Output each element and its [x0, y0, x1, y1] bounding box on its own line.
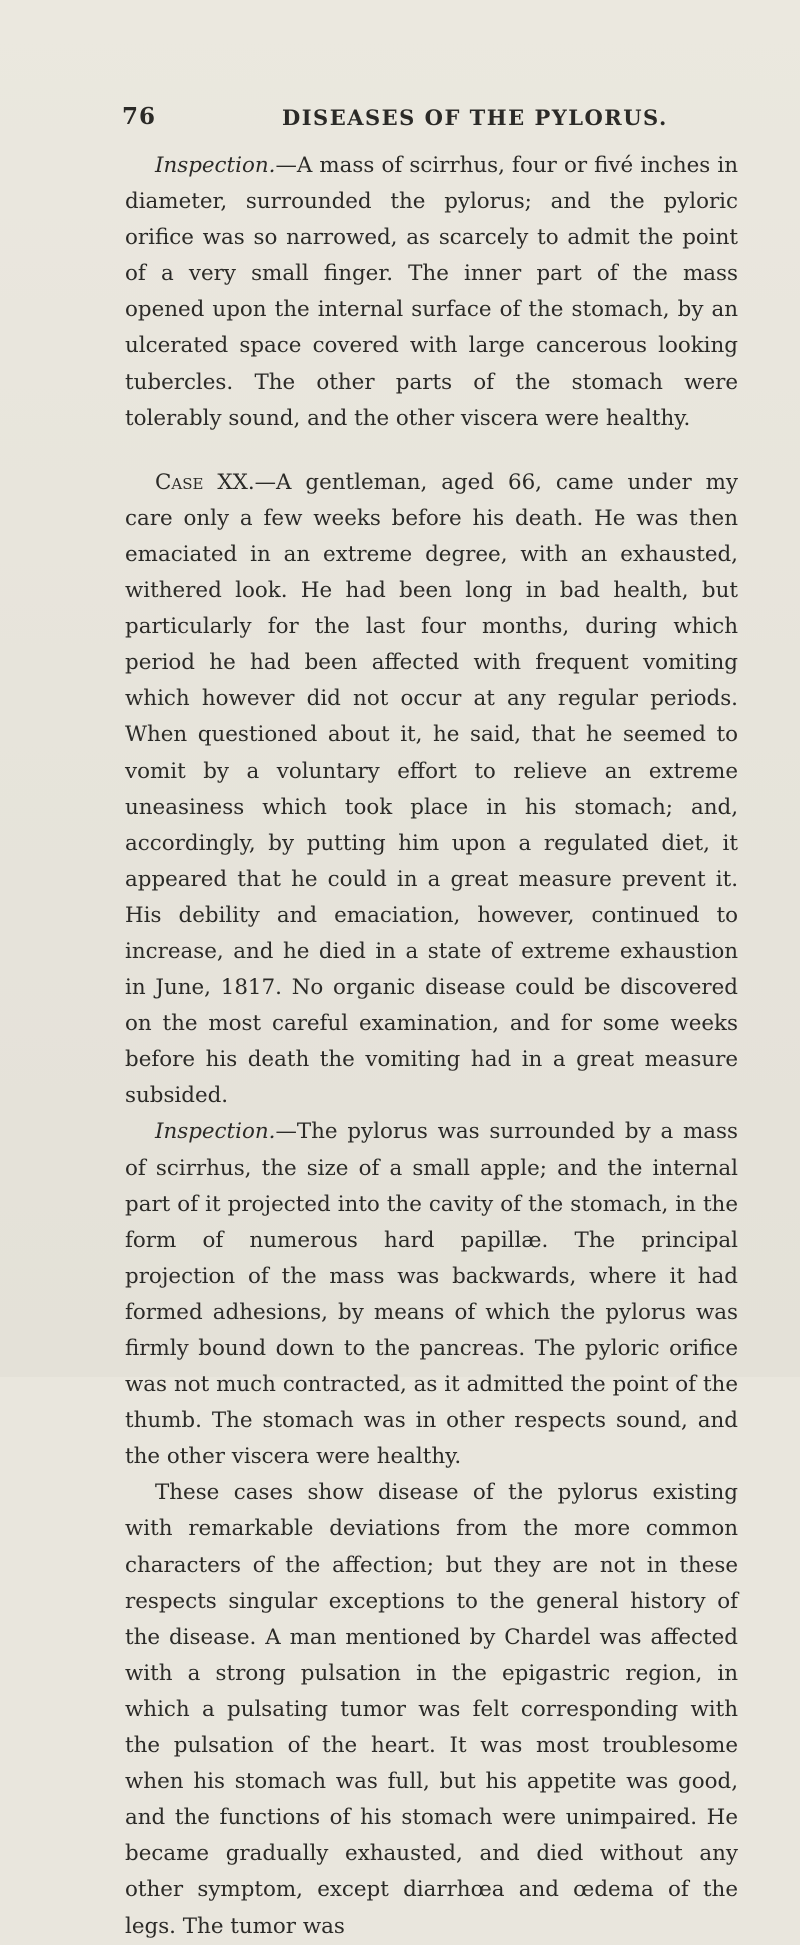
paragraph-lead: Inspection. — [155, 1119, 276, 1145]
paragraph-case-xx — [125, 465, 738, 1115]
paragraph-text: —A gentleman, aged 66, came under my care only a few weeks before his death. He was then emaciated in an extreme degree, with an exhausted, withered look. He had been long in bad health, but particularly for the last four months, during which period he had been affected with frequent vomiting which however did not occur at any regular periods. When questioned about it, he said, that he seemed to vomit by a voluntary effort to relieve an extreme uneasiness which took place in his stomach; and, accordingly, by putting him upon a regulated diet, it appeared that he could in a great measure prevent it. His debility and emaciation, however, continued to increase, and he died in a state of extreme exhaustion in June, 1817. No organic disease could be discovered on the most careful examination, and for some weeks before his death the vomiting had in a great measure subsided. — [125, 469, 738, 1109]
paragraph-inspection-1 — [125, 148, 738, 437]
body-text — [125, 148, 738, 1945]
paragraph-inspection-2 — [125, 1114, 738, 1475]
paragraph-text: —A mass of scirrhus, four or fivé inches in diameter, surrounded the pylorus; and the pyloric orifice was so narrowed, as scarcely to admit the point of a very small finger. The inner part of the mass opened upon the internal surface of the stomach, by an ulcerated space covered with large cancerous looking tubercles. The other parts of the stomach were tolerably sound, and the other viscera were healthy. — [125, 153, 738, 431]
paragraph-text: These cases show disease of the pylorus existing with remarkable deviations from the more common characters of the affection; but they are not in these respects singular exceptions to the general history of the disease. A man mentioned by Chardel was affected with a strong pulsation in the epigastric region, in which a pulsating tumor was felt corresponding with the pulsation of the heart. It was most troublesome when his stomach was full, but his appetite was good, and the functions of his stomach were unimpaired. He became gradually exhausted, and died without any other symptom, except diarrhœa and œdema of the legs. The tumor was — [125, 1480, 738, 1939]
paragraph-text: —The pylorus was surrounded by a mass of scirrhus, the size of a small apple; and the internal part of it projected into the cavity of the stomach, in the form of numerous hard papillæ. The principal projection of the mass was backwards, where it had formed adhesions, by means of which the pylorus was firmly bound down to the pancreas. The pyloric orifice was not much contracted, as it admitted the point of the thumb. The stomach was in other respects sound, and the other viscera were healthy. — [125, 1119, 738, 1470]
paragraph-lead: Inspection. — [155, 153, 276, 178]
paragraph-discussion — [125, 1475, 738, 1944]
paragraph-lead: Case XX. — [155, 469, 255, 495]
page-number: 76 — [122, 103, 157, 130]
running-head: DISEASES OF THE PYLORUS. — [282, 105, 668, 130]
page-header — [122, 103, 742, 137]
